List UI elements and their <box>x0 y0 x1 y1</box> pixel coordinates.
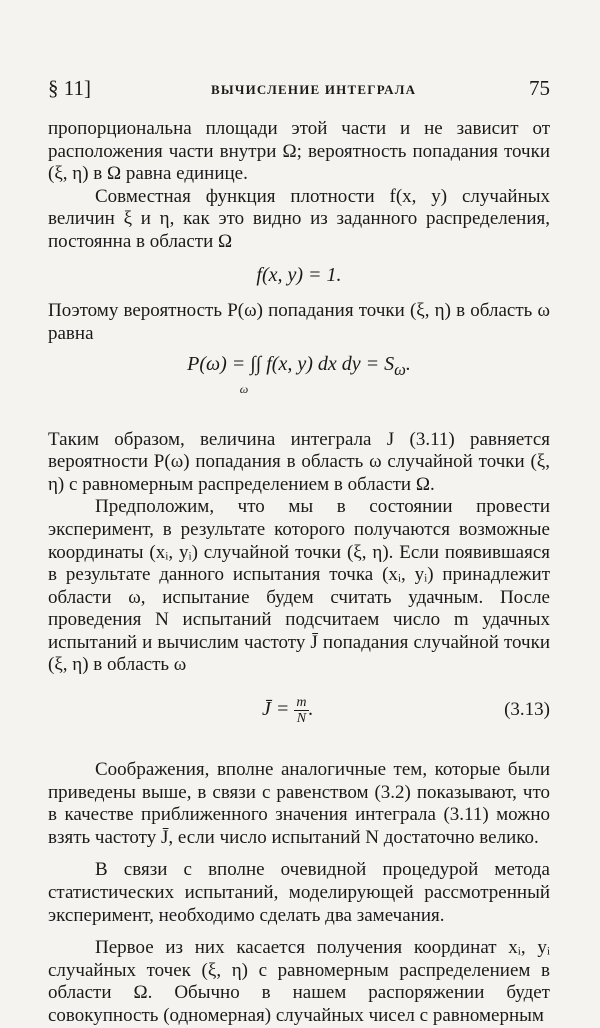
page-number: 75 <box>529 76 550 100</box>
fraction-denominator: N <box>296 711 307 727</box>
paragraph-4: Таким образом, величина интеграла J (3.11) равняется вероятности P(ω) попадания в область ω случайной точки (ξ, η) с равномерным распределением в области Ω. <box>48 428 550 495</box>
running-header <box>48 76 550 102</box>
integral-domain-label: ω <box>239 381 249 396</box>
formula-probability: P(ω) = ∫∫ f(x, y) dx dy = $S_\omega$. ω <box>48 353 550 400</box>
paragraph-1: пропорциональна площади этой части и не зависит от расположения части внутри Ω; вероятность попадания точки (ξ, η) в Ω равна единице. <box>48 118 550 185</box>
formula-probability-main: P(ω) = ∫∫ f(x, y) dx dy = S <box>187 353 395 376</box>
formula-probability-subscript: ω <box>394 360 406 380</box>
formula-frequency-expression <box>262 695 314 726</box>
formula-density: f(x, y) = 1. <box>256 263 342 286</box>
paragraph-7: В связи с вполне очевидной процедурой метода статистических испытаний, моделирующей рассмотренный эксперимент, необходимо сделать два замечания. <box>48 859 550 926</box>
paragraph-6: Соображения, вполне аналогичные тем, которые были приведены выше, в связи с равенством (3.2) показывают, что в качестве приближенного значения интеграла (3.11) можно взять частоту J̄, если число испытаний N достаточно велико. <box>48 759 550 848</box>
paragraph-2: Совместная функция плотности f(x, y) случайных величин ξ и η, как это видно из заданного распределения, постоянна в области Ω <box>48 185 550 252</box>
paragraph-8: Первое из них касается получения координат xᵢ, yᵢ случайных точек (ξ, η) с равномерным распределением в области Ω. Обычно в нашем распоряжении будет совокупность (одномерная) случайных чисел с равномерным <box>48 937 550 1026</box>
paragraph-3: Поэтому вероятность P(ω) попадания точки (ξ, η) в область ω равна <box>48 300 550 344</box>
chapter-title: ВЫЧИСЛЕНИЕ ИНТЕГРАЛА <box>211 82 417 97</box>
formula-frequency <box>48 689 550 733</box>
page-body <box>48 118 550 1028</box>
paragraph-5: Предположим, что мы в состоянии провести эксперимент, в результате которого получаются возможные координаты (xᵢ, yᵢ) случайной точки (ξ, η). Если появившаяся в результате данного испытания точка (xᵢ, yᵢ) принадлежит области ω, испытание будем считать удачным. После проведения N испытаний подсчитаем число m удачных испытаний и вычислим частоту J̄ попадания случайной точки (ξ, η) в область ω <box>48 496 550 676</box>
frequency-end: . <box>308 698 314 721</box>
fraction-numerator: m <box>296 695 307 711</box>
fraction <box>294 695 308 726</box>
frequency-lhs: J̄ = <box>262 698 290 721</box>
section-label: § 11] <box>48 76 91 100</box>
equation-number: (3.13) <box>504 699 550 721</box>
